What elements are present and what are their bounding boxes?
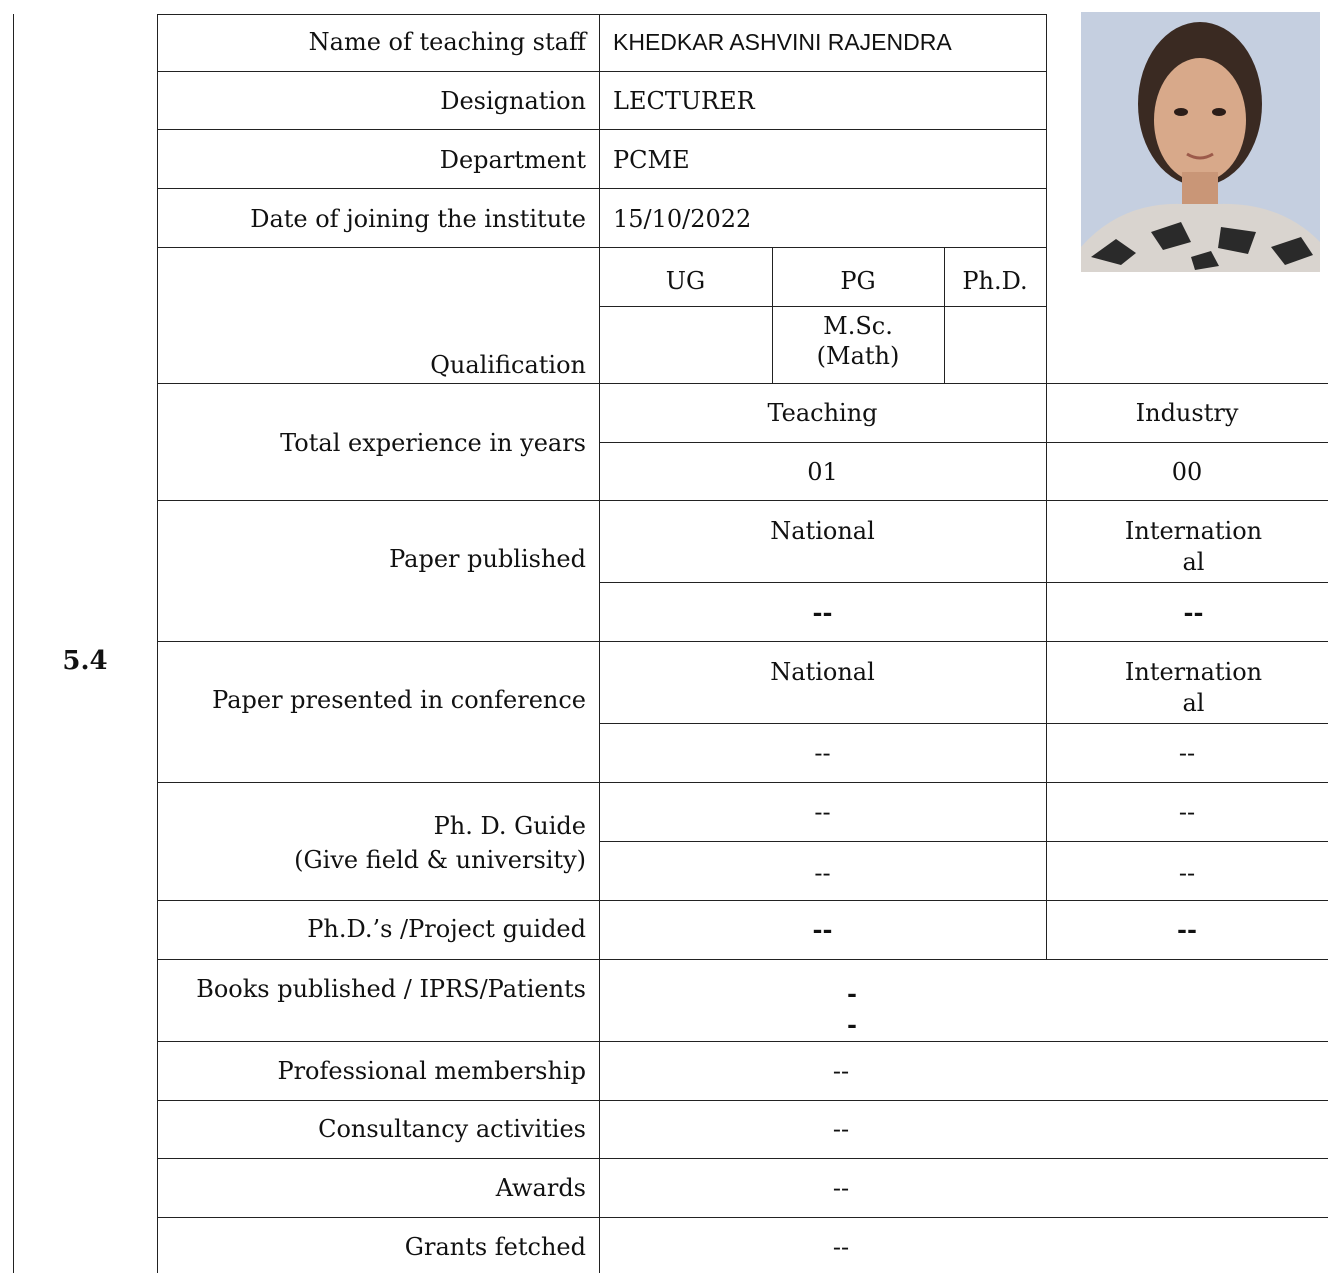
grants-label: Grants fetched bbox=[404, 1233, 586, 1261]
phd-guide-value: -- bbox=[814, 798, 831, 826]
rule bbox=[157, 959, 1328, 960]
membership-value: -- bbox=[832, 1057, 850, 1085]
paper-presented-national-value: -- bbox=[814, 739, 831, 767]
qualification-phd-header: Ph.D. bbox=[962, 267, 1028, 295]
rule bbox=[599, 14, 1046, 15]
phd-guide-value: -- bbox=[814, 859, 831, 887]
paper-published-national-header: National bbox=[770, 517, 875, 545]
joining-date-label: Date of joining the institute bbox=[250, 205, 586, 233]
joining-date-value: 15/10/2022 bbox=[613, 205, 752, 233]
phd-guide-value: -- bbox=[1178, 798, 1196, 826]
paper-published-national-value: -- bbox=[812, 598, 833, 627]
section-number: 5.4 bbox=[62, 646, 108, 676]
books-label: Books published / IPRS/Patients bbox=[196, 975, 586, 1003]
rule bbox=[1046, 14, 1047, 384]
rule bbox=[157, 641, 1328, 642]
membership-label: Professional membership bbox=[277, 1057, 586, 1085]
rule bbox=[157, 71, 1046, 72]
awards-value: -- bbox=[832, 1174, 850, 1202]
paper-presented-national-header: National bbox=[770, 658, 875, 686]
rule bbox=[157, 1041, 1328, 1042]
paper-published-label: Paper published bbox=[389, 545, 586, 573]
books-value: - - bbox=[847, 979, 857, 1040]
portrait-image bbox=[1081, 12, 1320, 272]
qualification-pg-value: M.Sc. (Math) bbox=[816, 312, 900, 370]
designation-value: LECTURER bbox=[613, 87, 755, 115]
experience-teaching-header: Teaching bbox=[767, 399, 878, 427]
grants-value: -- bbox=[832, 1233, 850, 1261]
rule bbox=[157, 782, 1328, 783]
rule bbox=[157, 1100, 1328, 1101]
rule bbox=[599, 306, 1046, 307]
staff-photo bbox=[1081, 12, 1320, 272]
rule bbox=[157, 500, 1328, 501]
paper-published-international-value: -- bbox=[1183, 598, 1204, 627]
paper-presented-international-header: Internation al bbox=[1124, 658, 1263, 718]
rule bbox=[157, 1217, 1328, 1218]
rule bbox=[157, 900, 1328, 901]
phd-guide-value: -- bbox=[1178, 859, 1196, 887]
rule bbox=[157, 129, 1046, 130]
rule bbox=[157, 1158, 1328, 1159]
experience-industry-value: 00 bbox=[1171, 458, 1203, 486]
projects-guided-value: -- bbox=[812, 915, 833, 944]
name-value: KHEDKAR ASHVINI RAJENDRA bbox=[613, 29, 952, 55]
experience-label: Total experience in years bbox=[280, 429, 586, 457]
department-value: PCME bbox=[613, 146, 690, 174]
rule bbox=[157, 14, 599, 15]
rule bbox=[157, 383, 1328, 384]
name-label: Name of teaching staff bbox=[308, 28, 586, 56]
qualification-pg-header: PG bbox=[840, 267, 876, 295]
projects-guided-label: Ph.D.’s /Project guided bbox=[307, 915, 586, 943]
rule bbox=[157, 14, 158, 1273]
qualification-ug-header: UG bbox=[665, 267, 706, 295]
experience-industry-header: Industry bbox=[1135, 399, 1239, 427]
rule bbox=[157, 247, 1046, 248]
awards-label: Awards bbox=[495, 1174, 586, 1202]
designation-label: Designation bbox=[440, 87, 586, 115]
rule bbox=[599, 582, 1328, 583]
experience-teaching-value: 01 bbox=[807, 458, 838, 486]
paper-presented-label: Paper presented in conference bbox=[212, 686, 586, 714]
paper-presented-international-value: -- bbox=[1178, 739, 1196, 767]
rule bbox=[599, 442, 1328, 443]
projects-guided-value: -- bbox=[1177, 915, 1197, 944]
rule bbox=[157, 188, 1046, 189]
phd-guide-label: Ph. D. Guide (Give field & university) bbox=[294, 812, 586, 874]
consultancy-value: -- bbox=[832, 1115, 850, 1143]
rule bbox=[13, 14, 14, 1273]
paper-published-international-header: Internation al bbox=[1124, 517, 1263, 577]
department-label: Department bbox=[439, 146, 586, 174]
rule bbox=[599, 723, 1328, 724]
rule bbox=[599, 841, 1328, 842]
consultancy-label: Consultancy activities bbox=[318, 1115, 586, 1143]
qualification-label: Qualification bbox=[430, 351, 586, 379]
